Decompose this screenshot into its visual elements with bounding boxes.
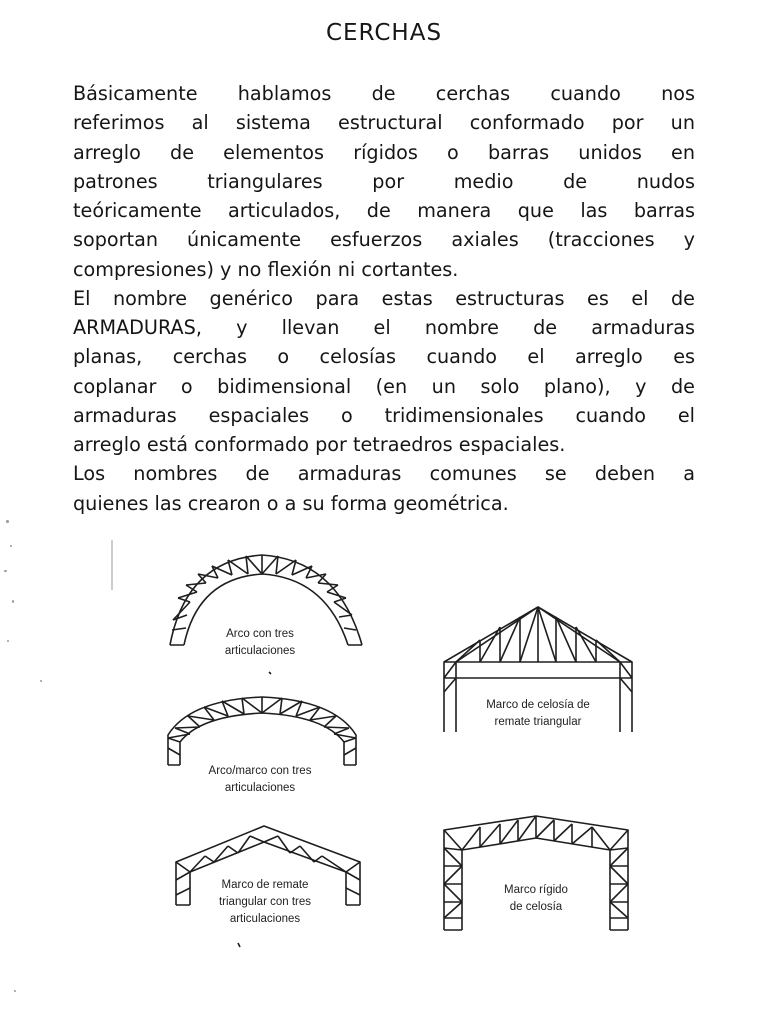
text-line: arreglo de elementos rígidos o barras unidos en (73, 140, 695, 164)
text-line: ARMADURAS, y llevan el nombre de armaduras (73, 316, 695, 339)
scan-speck (10, 545, 12, 547)
figure-label-triangular-top-frame: Marco de remate triangular con tres articulaciones (218, 879, 312, 925)
text-line: planas, cerchas o celosías cuando el arreglo es (73, 345, 695, 369)
text-line: compresiones) y no flexión ni cortantes. (73, 257, 459, 281)
text-line: Los nombres de armaduras comunes se deben a (73, 462, 695, 486)
page-title: CERCHAS (325, 20, 443, 46)
scan-speck (40, 680, 42, 682)
text-line: quienes las crearon o a su forma geométrica. (73, 491, 509, 515)
text-line: teóricamente articulados, de manera que las barras (73, 199, 695, 222)
scan-speck (4, 570, 7, 572)
figure-label-lattice-triangular-frame: Marco de celosía de remate triangular (486, 699, 590, 728)
text-line: coplanar o bidimensional (en un solo plano), y de (73, 374, 695, 398)
text-line: El nombre genérico para estas estructuras es el de (73, 286, 695, 310)
text-line: Básicamente hablamos de cerchas cuando nos (73, 82, 695, 105)
figure-label-rigid-lattice-frame: Marco rígido de celosía (504, 884, 568, 913)
text-line: soportan únicamente esfuerzos axiales (tracciones y (73, 228, 695, 252)
scan-speck (6, 520, 9, 523)
text-line: arreglo está conformado por tetraedros espaciales. (73, 433, 566, 456)
text-line: referimos al sistema estructural conformado por un (73, 111, 695, 135)
figure-label-arch-frame: Arco/marco con tres articulaciones (208, 765, 312, 794)
scan-speck (12, 600, 14, 603)
text-line: armaduras espaciales o tridimensionales cuando el (73, 403, 695, 427)
text-line: patrones triangulares por medio de nudos (73, 169, 695, 193)
figure-label-three-hinged-arch: Arco con tres articulaciones (224, 628, 296, 657)
scan-speck (14, 990, 16, 992)
scan-speck (7, 640, 9, 642)
arch-frame-figure (168, 697, 356, 765)
